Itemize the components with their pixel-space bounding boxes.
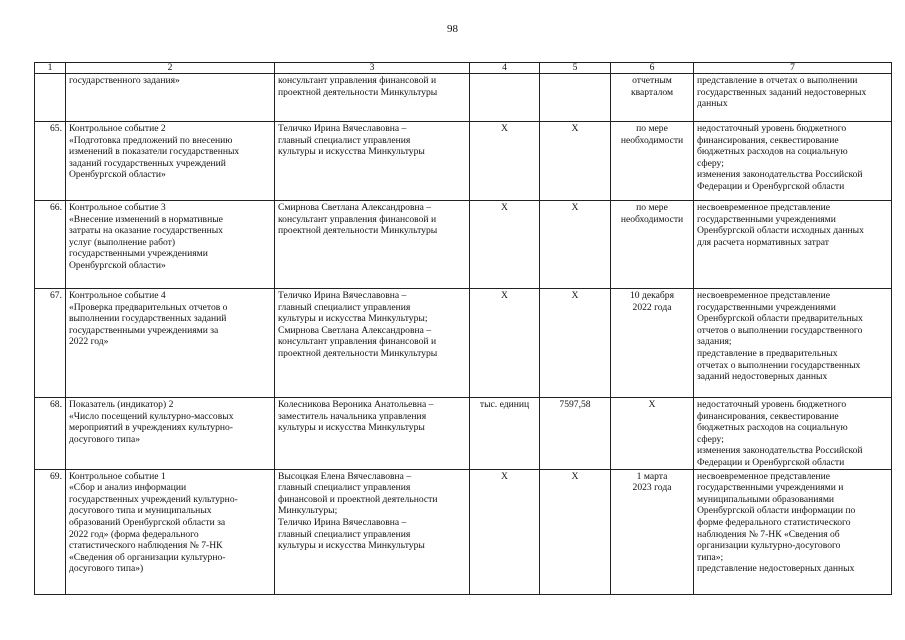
responsible-cell: Теличко Ирина Вячеславовна – главный специалист управления культуры и искусства Минкультуры — [275, 122, 470, 201]
unit-cell: Х — [470, 122, 540, 201]
risks-cell: недостаточный уровень бюджетного финансирования, секвестирование бюджетных расходов на социальную сферу; изменения законодательства Российской Федерации и Оренбургской области — [694, 398, 892, 470]
value-cell: Х — [540, 122, 611, 201]
row-number-cell: 69. — [35, 469, 66, 594]
row-number-cell: 65. — [35, 122, 66, 201]
responsible-cell: Колесникова Вероника Анатольевна – заместитель начальника управления культуры и искусства Минкультуры — [275, 398, 470, 470]
event-cell: Контрольное событие 4 «Проверка предварительных отчетов о выполнении государственных заданий государственными учреждениями за 2022 год» — [66, 289, 275, 398]
date-cell: Х — [611, 398, 694, 470]
table-row — [35, 398, 892, 470]
column-header-7: 7 — [694, 63, 892, 74]
event-cell: Контрольное событие 3 «Внесение изменений в нормативные затраты на оказание государственных услуг (выполнение работ) государственными учреждениями Оренбургской области» — [66, 201, 275, 289]
unit-cell: Х — [470, 289, 540, 398]
responsible-cell: Смирнова Светлана Александровна – консультант управления финансовой и проектной деятельности Минкультуры — [275, 201, 470, 289]
event-cell: Показатель (индикатор) 2 «Число посещений культурно-массовых мероприятий в учреждениях культурно- досугового типа» — [66, 398, 275, 470]
page-number: 98 — [447, 23, 458, 35]
column-header-5: 5 — [540, 63, 611, 74]
risks-cell: несвоевременное представление государственными учреждениями Оренбургской области предварительных отчетов о выполнении государственного задания; представление в предварительных отчетах о выполнении государственных заданий недостоверных данных — [694, 289, 892, 398]
column-header-4: 4 — [470, 63, 540, 74]
responsible-cell: Теличко Ирина Вячеславовна – главный специалист управления культуры и искусства Минкультуры; Смирнова Светлана Александровна – консультант управления финансовой и проектной деятельности Минкультуры — [275, 289, 470, 398]
date-cell: отчетным кварталом — [611, 74, 694, 122]
table-row — [35, 289, 892, 398]
date-cell: по мере необходимости — [611, 122, 694, 201]
value-cell: Х — [540, 201, 611, 289]
column-header-6: 6 — [611, 63, 694, 74]
row-number-cell: 66. — [35, 201, 66, 289]
date-cell: по мере необходимости — [611, 201, 694, 289]
column-header-3: 3 — [275, 63, 470, 74]
table-row — [35, 122, 892, 201]
unit-cell: Х — [470, 201, 540, 289]
event-cell: Контрольное событие 1 «Сбор и анализ информации государственных учреждений культурно- досугового типа и муниципальных образований Оренбургской области за 2022 год» (форма федерального статистического наблюдения № 7-НК «Сведения об организации культурно- досугового типа») — [66, 469, 275, 594]
row-number-cell — [35, 74, 66, 122]
row-number-cell: 68. — [35, 398, 66, 470]
date-cell: 1 марта 2023 года — [611, 469, 694, 594]
risks-cell: несвоевременное представление государственными учреждениями и муниципальными образованиями Оренбургской области информации по форме федерального статистического наблюдения № 7-НК «Сведения об организации культурно-досугового типа»; представление недостоверных данных — [694, 469, 892, 594]
responsible-cell: Высоцкая Елена Вячеславовна – главный специалист управления финансовой и проектной деятельности Минкультуры; Теличко Ирина Вячеславовна – главный специалист управления культуры и искусства Минкультуры — [275, 469, 470, 594]
risks-cell: представление в отчетах о выполнении государственных заданий недостоверных данных — [694, 74, 892, 122]
table-row — [35, 469, 892, 594]
table-row — [35, 74, 892, 122]
risks-cell: недостаточный уровень бюджетного финансирования, секвестирование бюджетных расходов на социальную сферу; изменения законодательства Российской Федерации и Оренбургской области — [694, 122, 892, 201]
plan-table — [34, 62, 892, 595]
unit-cell: тыс. единиц — [470, 398, 540, 470]
value-cell — [540, 74, 611, 122]
column-header-1: 1 — [35, 63, 66, 74]
column-header-2: 2 — [66, 63, 275, 74]
unit-cell: Х — [470, 469, 540, 594]
value-cell: Х — [540, 289, 611, 398]
row-number-cell: 67. — [35, 289, 66, 398]
responsible-cell: консультант управления финансовой и проектной деятельности Минкультуры — [275, 74, 470, 122]
risks-cell: несвоевременное представление государственными учреждениями Оренбургской области исходных данных для расчета нормативных затрат — [694, 201, 892, 289]
header-row — [35, 63, 892, 74]
table-row — [35, 201, 892, 289]
value-cell: 7597,58 — [540, 398, 611, 470]
date-cell: 10 декабря 2022 года — [611, 289, 694, 398]
unit-cell — [470, 74, 540, 122]
event-cell: государственного задания» — [66, 74, 275, 122]
value-cell: Х — [540, 469, 611, 594]
event-cell: Контрольное событие 2 «Подготовка предложений по внесению изменений в показатели государственных заданий государственных учреждений Оренбургской области» — [66, 122, 275, 201]
